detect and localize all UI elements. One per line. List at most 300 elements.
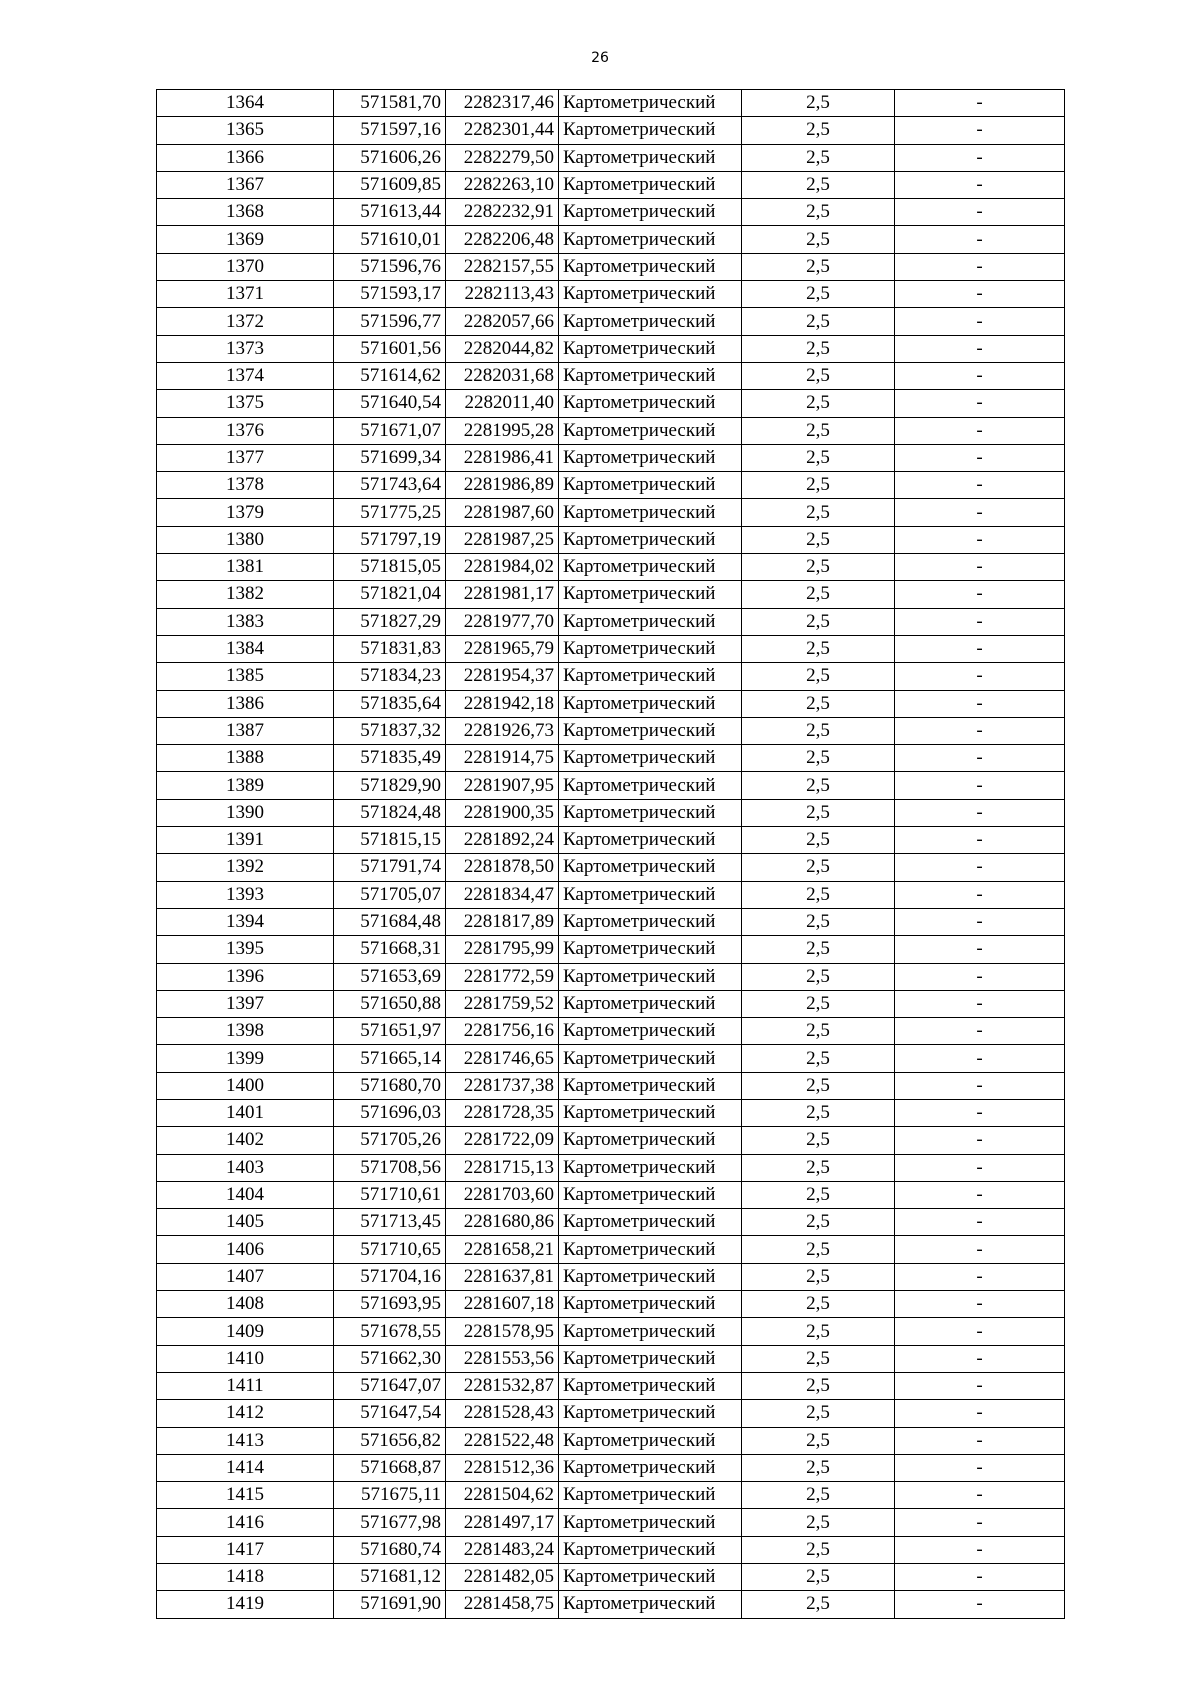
- point-number-cell: 1397: [157, 990, 334, 1017]
- x-coordinate-cell: 571824,48: [334, 799, 446, 826]
- method-cell: Картометрический: [559, 144, 742, 171]
- x-coordinate-cell: 571684,48: [334, 908, 446, 935]
- method-cell: Картометрический: [559, 1536, 742, 1563]
- point-number-cell: 1376: [157, 417, 334, 444]
- accuracy-cell: 2,5: [742, 581, 895, 608]
- table-row: [157, 1127, 1065, 1154]
- accuracy-cell: 2,5: [742, 335, 895, 362]
- accuracy-cell: 2,5: [742, 1318, 895, 1345]
- x-coordinate-cell: 571815,15: [334, 827, 446, 854]
- method-cell: Картометрический: [559, 1482, 742, 1509]
- method-cell: Картометрический: [559, 226, 742, 253]
- x-coordinate-cell: 571791,74: [334, 854, 446, 881]
- note-cell: -: [895, 1209, 1065, 1236]
- x-coordinate-cell: 571597,16: [334, 117, 446, 144]
- note-cell: -: [895, 335, 1065, 362]
- x-coordinate-cell: 571691,90: [334, 1591, 446, 1618]
- point-number-cell: 1419: [157, 1591, 334, 1618]
- note-cell: -: [895, 472, 1065, 499]
- point-number-cell: 1364: [157, 90, 334, 117]
- accuracy-cell: 2,5: [742, 472, 895, 499]
- accuracy-cell: 2,5: [742, 690, 895, 717]
- method-cell: Картометрический: [559, 854, 742, 881]
- point-number-cell: 1405: [157, 1209, 334, 1236]
- point-number-cell: 1365: [157, 117, 334, 144]
- y-coordinate-cell: 2281553,56: [446, 1345, 559, 1372]
- x-coordinate-cell: 571675,11: [334, 1482, 446, 1509]
- x-coordinate-cell: 571596,76: [334, 253, 446, 280]
- point-number-cell: 1370: [157, 253, 334, 280]
- y-coordinate-cell: 2281878,50: [446, 854, 559, 881]
- y-coordinate-cell: 2281607,18: [446, 1291, 559, 1318]
- table-row: [157, 1263, 1065, 1290]
- method-cell: Картометрический: [559, 717, 742, 744]
- y-coordinate-cell: 2281703,60: [446, 1181, 559, 1208]
- point-number-cell: 1371: [157, 281, 334, 308]
- x-coordinate-cell: 571671,07: [334, 417, 446, 444]
- y-coordinate-cell: 2281907,95: [446, 772, 559, 799]
- x-coordinate-cell: 571831,83: [334, 635, 446, 662]
- x-coordinate-cell: 571613,44: [334, 199, 446, 226]
- table-row: [157, 1209, 1065, 1236]
- method-cell: Картометрический: [559, 1154, 742, 1181]
- accuracy-cell: 2,5: [742, 717, 895, 744]
- method-cell: Картометрический: [559, 1454, 742, 1481]
- x-coordinate-cell: 571647,07: [334, 1372, 446, 1399]
- method-cell: Картометрический: [559, 745, 742, 772]
- accuracy-cell: 2,5: [742, 827, 895, 854]
- note-cell: -: [895, 908, 1065, 935]
- table-row: [157, 1372, 1065, 1399]
- accuracy-cell: 2,5: [742, 1345, 895, 1372]
- x-coordinate-cell: 571797,19: [334, 526, 446, 553]
- table-row: [157, 1536, 1065, 1563]
- point-number-cell: 1401: [157, 1099, 334, 1126]
- point-number-cell: 1377: [157, 444, 334, 471]
- note-cell: -: [895, 253, 1065, 280]
- note-cell: -: [895, 1154, 1065, 1181]
- x-coordinate-cell: 571705,26: [334, 1127, 446, 1154]
- y-coordinate-cell: 2281942,18: [446, 690, 559, 717]
- table-row: [157, 990, 1065, 1017]
- accuracy-cell: 2,5: [742, 1427, 895, 1454]
- y-coordinate-cell: 2281986,89: [446, 472, 559, 499]
- point-number-cell: 1387: [157, 717, 334, 744]
- note-cell: -: [895, 1536, 1065, 1563]
- y-coordinate-cell: 2281715,13: [446, 1154, 559, 1181]
- y-coordinate-cell: 2281977,70: [446, 608, 559, 635]
- table-row: [157, 1509, 1065, 1536]
- y-coordinate-cell: 2281504,62: [446, 1482, 559, 1509]
- accuracy-cell: 2,5: [742, 881, 895, 908]
- note-cell: -: [895, 1564, 1065, 1591]
- table-row: [157, 827, 1065, 854]
- table-row: [157, 1345, 1065, 1372]
- accuracy-cell: 2,5: [742, 281, 895, 308]
- page-number: 26: [591, 50, 609, 66]
- table-row: [157, 1454, 1065, 1481]
- accuracy-cell: 2,5: [742, 90, 895, 117]
- y-coordinate-cell: 2281834,47: [446, 881, 559, 908]
- accuracy-cell: 2,5: [742, 526, 895, 553]
- x-coordinate-cell: 571713,45: [334, 1209, 446, 1236]
- y-coordinate-cell: 2282232,91: [446, 199, 559, 226]
- table-row: [157, 1318, 1065, 1345]
- method-cell: Картометрический: [559, 390, 742, 417]
- accuracy-cell: 2,5: [742, 663, 895, 690]
- accuracy-cell: 2,5: [742, 1372, 895, 1399]
- accuracy-cell: 2,5: [742, 1045, 895, 1072]
- method-cell: Картометрический: [559, 417, 742, 444]
- method-cell: Картометрический: [559, 1263, 742, 1290]
- table-row: [157, 526, 1065, 553]
- note-cell: -: [895, 1045, 1065, 1072]
- note-cell: -: [895, 635, 1065, 662]
- note-cell: -: [895, 1099, 1065, 1126]
- table-row: [157, 554, 1065, 581]
- method-cell: Картометрический: [559, 990, 742, 1017]
- x-coordinate-cell: 571610,01: [334, 226, 446, 253]
- point-number-cell: 1415: [157, 1482, 334, 1509]
- point-number-cell: 1381: [157, 554, 334, 581]
- accuracy-cell: 2,5: [742, 799, 895, 826]
- note-cell: -: [895, 199, 1065, 226]
- x-coordinate-cell: 571693,95: [334, 1291, 446, 1318]
- x-coordinate-cell: 571647,54: [334, 1400, 446, 1427]
- table-row: [157, 1236, 1065, 1263]
- method-cell: Картометрический: [559, 772, 742, 799]
- method-cell: Картометрический: [559, 499, 742, 526]
- note-cell: -: [895, 1591, 1065, 1618]
- note-cell: -: [895, 1427, 1065, 1454]
- x-coordinate-cell: 571710,65: [334, 1236, 446, 1263]
- table-row: [157, 1181, 1065, 1208]
- table-row: [157, 362, 1065, 389]
- point-number-cell: 1400: [157, 1072, 334, 1099]
- accuracy-cell: 2,5: [742, 1018, 895, 1045]
- note-cell: -: [895, 1236, 1065, 1263]
- table-row: [157, 1427, 1065, 1454]
- x-coordinate-cell: 571680,70: [334, 1072, 446, 1099]
- y-coordinate-cell: 2282317,46: [446, 90, 559, 117]
- note-cell: -: [895, 963, 1065, 990]
- table-row: [157, 936, 1065, 963]
- x-coordinate-cell: 571827,29: [334, 608, 446, 635]
- method-cell: Картометрический: [559, 90, 742, 117]
- table-row: [157, 854, 1065, 881]
- x-coordinate-cell: 571834,23: [334, 663, 446, 690]
- x-coordinate-cell: 571668,87: [334, 1454, 446, 1481]
- x-coordinate-cell: 571606,26: [334, 144, 446, 171]
- x-coordinate-cell: 571653,69: [334, 963, 446, 990]
- point-number-cell: 1368: [157, 199, 334, 226]
- y-coordinate-cell: 2281954,37: [446, 663, 559, 690]
- note-cell: -: [895, 690, 1065, 717]
- note-cell: -: [895, 90, 1065, 117]
- point-number-cell: 1411: [157, 1372, 334, 1399]
- note-cell: -: [895, 1263, 1065, 1290]
- method-cell: Картометрический: [559, 1318, 742, 1345]
- point-number-cell: 1385: [157, 663, 334, 690]
- table-row: [157, 499, 1065, 526]
- accuracy-cell: 2,5: [742, 1263, 895, 1290]
- y-coordinate-cell: 2281578,95: [446, 1318, 559, 1345]
- coordinates-table: [156, 89, 1065, 1619]
- x-coordinate-cell: 571609,85: [334, 171, 446, 198]
- point-number-cell: 1373: [157, 335, 334, 362]
- accuracy-cell: 2,5: [742, 635, 895, 662]
- x-coordinate-cell: 571815,05: [334, 554, 446, 581]
- note-cell: -: [895, 608, 1065, 635]
- y-coordinate-cell: 2281637,81: [446, 1263, 559, 1290]
- table-row: [157, 1482, 1065, 1509]
- method-cell: Картометрический: [559, 1236, 742, 1263]
- method-cell: Картометрический: [559, 308, 742, 335]
- table-row: [157, 444, 1065, 471]
- accuracy-cell: 2,5: [742, 936, 895, 963]
- x-coordinate-cell: 571656,82: [334, 1427, 446, 1454]
- y-coordinate-cell: 2281914,75: [446, 745, 559, 772]
- method-cell: Картометрический: [559, 117, 742, 144]
- table-row: [157, 144, 1065, 171]
- point-number-cell: 1383: [157, 608, 334, 635]
- x-coordinate-cell: 571775,25: [334, 499, 446, 526]
- point-number-cell: 1410: [157, 1345, 334, 1372]
- method-cell: Картометрический: [559, 1400, 742, 1427]
- note-cell: -: [895, 499, 1065, 526]
- note-cell: -: [895, 1181, 1065, 1208]
- y-coordinate-cell: 2282301,44: [446, 117, 559, 144]
- method-cell: Картометрический: [559, 554, 742, 581]
- method-cell: Картометрический: [559, 281, 742, 308]
- method-cell: Картометрический: [559, 1209, 742, 1236]
- accuracy-cell: 2,5: [742, 854, 895, 881]
- method-cell: Картометрический: [559, 608, 742, 635]
- point-number-cell: 1379: [157, 499, 334, 526]
- table-row: [157, 608, 1065, 635]
- note-cell: -: [895, 171, 1065, 198]
- note-cell: -: [895, 1127, 1065, 1154]
- x-coordinate-cell: 571678,55: [334, 1318, 446, 1345]
- y-coordinate-cell: 2281987,60: [446, 499, 559, 526]
- y-coordinate-cell: 2281756,16: [446, 1018, 559, 1045]
- point-number-cell: 1402: [157, 1127, 334, 1154]
- x-coordinate-cell: 571705,07: [334, 881, 446, 908]
- x-coordinate-cell: 571665,14: [334, 1045, 446, 1072]
- table-row: [157, 1564, 1065, 1591]
- y-coordinate-cell: 2281965,79: [446, 635, 559, 662]
- y-coordinate-cell: 2282279,50: [446, 144, 559, 171]
- y-coordinate-cell: 2282263,10: [446, 171, 559, 198]
- point-number-cell: 1398: [157, 1018, 334, 1045]
- accuracy-cell: 2,5: [742, 1154, 895, 1181]
- point-number-cell: 1386: [157, 690, 334, 717]
- y-coordinate-cell: 2282113,43: [446, 281, 559, 308]
- accuracy-cell: 2,5: [742, 1564, 895, 1591]
- note-cell: -: [895, 226, 1065, 253]
- point-number-cell: 1417: [157, 1536, 334, 1563]
- x-coordinate-cell: 571699,34: [334, 444, 446, 471]
- accuracy-cell: 2,5: [742, 390, 895, 417]
- table-row: [157, 308, 1065, 335]
- table-row: [157, 1400, 1065, 1427]
- note-cell: -: [895, 1018, 1065, 1045]
- note-cell: -: [895, 1318, 1065, 1345]
- accuracy-cell: 2,5: [742, 1454, 895, 1481]
- point-number-cell: 1389: [157, 772, 334, 799]
- x-coordinate-cell: 571677,98: [334, 1509, 446, 1536]
- table-row: [157, 90, 1065, 117]
- point-number-cell: 1409: [157, 1318, 334, 1345]
- method-cell: Картометрический: [559, 663, 742, 690]
- note-cell: -: [895, 117, 1065, 144]
- y-coordinate-cell: 2281746,65: [446, 1045, 559, 1072]
- x-coordinate-cell: 571680,74: [334, 1536, 446, 1563]
- accuracy-cell: 2,5: [742, 1509, 895, 1536]
- point-number-cell: 1403: [157, 1154, 334, 1181]
- y-coordinate-cell: 2281817,89: [446, 908, 559, 935]
- point-number-cell: 1372: [157, 308, 334, 335]
- y-coordinate-cell: 2281722,09: [446, 1127, 559, 1154]
- note-cell: -: [895, 745, 1065, 772]
- note-cell: -: [895, 554, 1065, 581]
- method-cell: Картометрический: [559, 1181, 742, 1208]
- note-cell: -: [895, 1400, 1065, 1427]
- point-number-cell: 1378: [157, 472, 334, 499]
- accuracy-cell: 2,5: [742, 226, 895, 253]
- note-cell: -: [895, 772, 1065, 799]
- accuracy-cell: 2,5: [742, 499, 895, 526]
- x-coordinate-cell: 571593,17: [334, 281, 446, 308]
- table-row: [157, 1154, 1065, 1181]
- note-cell: -: [895, 1072, 1065, 1099]
- method-cell: Картометрический: [559, 171, 742, 198]
- table-row: [157, 117, 1065, 144]
- y-coordinate-cell: 2281892,24: [446, 827, 559, 854]
- accuracy-cell: 2,5: [742, 253, 895, 280]
- table-row: [157, 663, 1065, 690]
- x-coordinate-cell: 571596,77: [334, 308, 446, 335]
- note-cell: -: [895, 1345, 1065, 1372]
- method-cell: Картометрический: [559, 881, 742, 908]
- point-number-cell: 1418: [157, 1564, 334, 1591]
- accuracy-cell: 2,5: [742, 117, 895, 144]
- method-cell: Картометрический: [559, 335, 742, 362]
- y-coordinate-cell: 2281528,43: [446, 1400, 559, 1427]
- point-number-cell: 1374: [157, 362, 334, 389]
- y-coordinate-cell: 2281522,48: [446, 1427, 559, 1454]
- accuracy-cell: 2,5: [742, 1236, 895, 1263]
- accuracy-cell: 2,5: [742, 990, 895, 1017]
- x-coordinate-cell: 571704,16: [334, 1263, 446, 1290]
- y-coordinate-cell: 2282157,55: [446, 253, 559, 280]
- table-row: [157, 717, 1065, 744]
- accuracy-cell: 2,5: [742, 362, 895, 389]
- note-cell: -: [895, 362, 1065, 389]
- x-coordinate-cell: 571601,56: [334, 335, 446, 362]
- table-row: [157, 881, 1065, 908]
- accuracy-cell: 2,5: [742, 1536, 895, 1563]
- method-cell: Картометрический: [559, 1072, 742, 1099]
- y-coordinate-cell: 2281482,05: [446, 1564, 559, 1591]
- note-cell: -: [895, 1509, 1065, 1536]
- method-cell: Картометрический: [559, 1591, 742, 1618]
- y-coordinate-cell: 2282031,68: [446, 362, 559, 389]
- accuracy-cell: 2,5: [742, 554, 895, 581]
- accuracy-cell: 2,5: [742, 1127, 895, 1154]
- accuracy-cell: 2,5: [742, 417, 895, 444]
- point-number-cell: 1394: [157, 908, 334, 935]
- x-coordinate-cell: 571668,31: [334, 936, 446, 963]
- note-cell: -: [895, 881, 1065, 908]
- x-coordinate-cell: 571708,56: [334, 1154, 446, 1181]
- note-cell: -: [895, 827, 1065, 854]
- note-cell: -: [895, 1372, 1065, 1399]
- note-cell: -: [895, 936, 1065, 963]
- y-coordinate-cell: 2281532,87: [446, 1372, 559, 1399]
- table-row: [157, 199, 1065, 226]
- x-coordinate-cell: 571614,62: [334, 362, 446, 389]
- point-number-cell: 1392: [157, 854, 334, 881]
- y-coordinate-cell: 2282057,66: [446, 308, 559, 335]
- accuracy-cell: 2,5: [742, 1400, 895, 1427]
- note-cell: -: [895, 281, 1065, 308]
- note-cell: -: [895, 1454, 1065, 1481]
- method-cell: Картометрический: [559, 1427, 742, 1454]
- accuracy-cell: 2,5: [742, 1181, 895, 1208]
- x-coordinate-cell: 571837,32: [334, 717, 446, 744]
- y-coordinate-cell: 2282206,48: [446, 226, 559, 253]
- point-number-cell: 1375: [157, 390, 334, 417]
- x-coordinate-cell: 571640,54: [334, 390, 446, 417]
- point-number-cell: 1414: [157, 1454, 334, 1481]
- point-number-cell: 1413: [157, 1427, 334, 1454]
- method-cell: Картометрический: [559, 199, 742, 226]
- y-coordinate-cell: 2281680,86: [446, 1209, 559, 1236]
- y-coordinate-cell: 2281987,25: [446, 526, 559, 553]
- method-cell: Картометрический: [559, 526, 742, 553]
- accuracy-cell: 2,5: [742, 608, 895, 635]
- y-coordinate-cell: 2281900,35: [446, 799, 559, 826]
- method-cell: Картометрический: [559, 908, 742, 935]
- point-number-cell: 1407: [157, 1263, 334, 1290]
- point-number-cell: 1393: [157, 881, 334, 908]
- x-coordinate-cell: 571650,88: [334, 990, 446, 1017]
- note-cell: -: [895, 717, 1065, 744]
- point-number-cell: 1367: [157, 171, 334, 198]
- accuracy-cell: 2,5: [742, 1291, 895, 1318]
- y-coordinate-cell: 2281926,73: [446, 717, 559, 744]
- table-row: [157, 1018, 1065, 1045]
- y-coordinate-cell: 2281512,36: [446, 1454, 559, 1481]
- table-row: [157, 963, 1065, 990]
- table-row: [157, 1072, 1065, 1099]
- accuracy-cell: 2,5: [742, 1482, 895, 1509]
- x-coordinate-cell: 571835,64: [334, 690, 446, 717]
- accuracy-cell: 2,5: [742, 1099, 895, 1126]
- table-row: [157, 1591, 1065, 1618]
- table-row: [157, 799, 1065, 826]
- y-coordinate-cell: 2281795,99: [446, 936, 559, 963]
- method-cell: Картометрический: [559, 362, 742, 389]
- method-cell: Картометрический: [559, 1018, 742, 1045]
- point-number-cell: 1391: [157, 827, 334, 854]
- note-cell: -: [895, 799, 1065, 826]
- accuracy-cell: 2,5: [742, 772, 895, 799]
- y-coordinate-cell: 2281759,52: [446, 990, 559, 1017]
- note-cell: -: [895, 663, 1065, 690]
- table-row: [157, 772, 1065, 799]
